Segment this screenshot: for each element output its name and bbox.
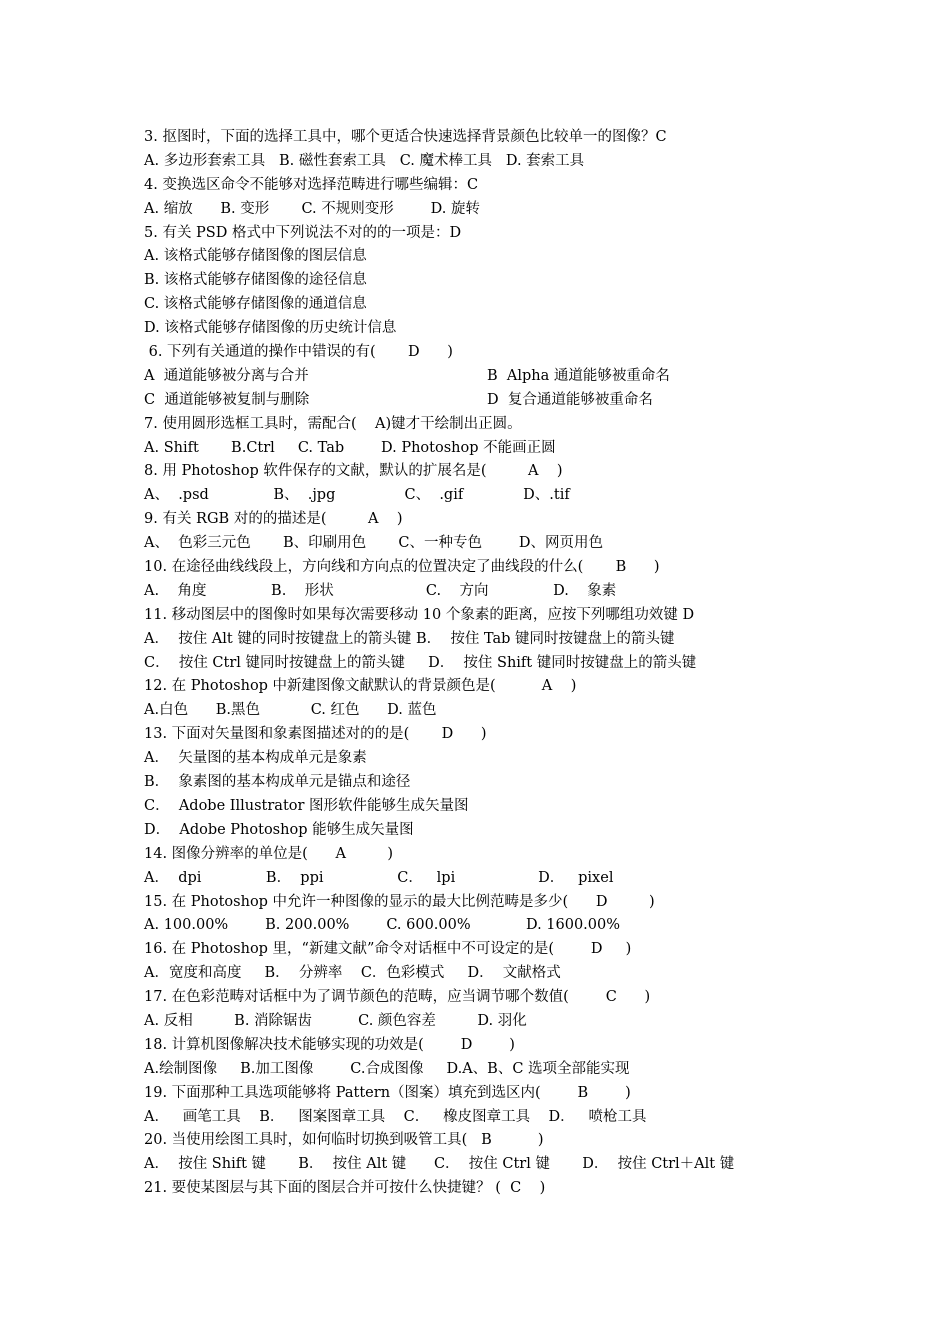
question-5-option-c: C. 该格式能够存储图像的通道信息 <box>144 296 367 313</box>
question-13-option-b: B． 象素图的基本构成单元是锚点和途径 <box>144 774 411 791</box>
question-11-options-ab: A． 按住 Alt 键的同时按键盘上的箭头键 B． 按住 Tab 键同时按键盘上的箭头键 <box>144 630 675 647</box>
question-15: 15. 在 Photoshop 中允许一种图像的显示的最大比例范畴是多少( D ) <box>144 893 655 910</box>
question-8: 8. 用 Photoshop 软件保存的文献，默认的扩展名是( A ) <box>144 463 563 480</box>
question-7: 7. 使用圆形选框工具时，需配合( A)键才干绘制出正圆。 <box>144 415 522 432</box>
question-11: 11. 移动图层中的图像时如果每次需要移动 10 个象素的距离，应按下列哪组功效键 D <box>144 606 695 623</box>
question-6-option-a: A 通道能够被分离与合并 <box>144 367 309 384</box>
question-9: 9. 有关 RGB 对的的描述是( A ) <box>144 511 403 528</box>
question-10: 10. 在途径曲线线段上，方向线和方向点的位置决定了曲线段的什么( B ) <box>144 559 660 576</box>
question-18-options: A.绘制图像 B.加工图像 C.合成图像 D.A、B、C 选项全部能实现 <box>144 1060 630 1077</box>
question-18: 18. 计算机图像解决技术能够实现的功效是( D ) <box>144 1036 515 1053</box>
question-4: 4. 变换选区命令不能够对选择范畴进行哪些编辑：C <box>144 176 479 193</box>
question-6: 6. 下列有关通道的操作中错误的有( D ) <box>144 344 453 361</box>
question-13: 13. 下面对矢量图和象素图描述对的的是( D ) <box>144 726 487 743</box>
question-19-options: A． 画笔工具 B． 图案图章工具 C． 橡皮图章工具 D． 喷枪工具 <box>144 1108 647 1125</box>
question-6-option-c: C 通道能够被复制与删除 <box>144 391 310 408</box>
question-6-options-row-2 <box>144 389 934 413</box>
question-16-options: A．宽度和高度 B． 分辨率 C．色彩模式 D． 文献格式 <box>144 965 561 982</box>
question-6-options-row-1 <box>144 365 934 389</box>
question-12-options: A.白色 B.黑色 C. 红色 D. 蓝色 <box>144 702 437 719</box>
question-17-options: A. 反相 B. 消除锯齿 C. 颜色容差 D. 羽化 <box>144 1012 527 1029</box>
question-5-option-b: B. 该格式能够存储图像的途径信息 <box>144 272 367 289</box>
question-13-option-a: A． 矢量图的基本构成单元是象素 <box>144 750 367 767</box>
question-5-option-a: A. 该格式能够存储图像的图层信息 <box>144 248 367 265</box>
question-19: 19. 下面那种工具选项能够将 Pattern（图案）填充到选区内( B ) <box>144 1084 631 1101</box>
question-20: 20. 当使用绘图工具时，如何临时切换到吸管工具( B ) <box>144 1132 544 1149</box>
question-7-options: A. Shift B.Ctrl C. Tab D. Photoshop 不能画正圆 <box>144 439 556 456</box>
question-5-option-d: D. 该格式能够存储图像的历史统计信息 <box>144 320 397 337</box>
question-14-options: A． dpi B． ppi C． lpi D． pixel <box>144 869 614 886</box>
question-14: 14. 图像分辨率的单位是( A ) <box>144 845 394 862</box>
question-13-option-c: C． Adobe Illustrator 图形软件能够生成矢量图 <box>144 797 469 814</box>
question-8-options: A、 .psd B、 .jpg C、 .gif D、.tif <box>144 487 570 504</box>
question-16: 16. 在 Photoshop 里，“新建文献”命令对话框中不可设定的是( D ) <box>144 941 632 958</box>
question-6-option-d: D 复合通道能够被重命名 <box>487 391 653 408</box>
question-list <box>144 126 934 1201</box>
question-11-options-cd: C． 按住 Ctrl 键同时按键盘上的箭头键 D． 按住 Shift 键同时按键盘上的箭头键 <box>144 654 697 671</box>
question-4-options: A. 缩放 B. 变形 C. 不规则变形 D. 旋转 <box>144 200 480 217</box>
question-15-options: A. 100.00% B. 200.00% C. 600.00% D. 1600.00% <box>144 917 621 934</box>
question-5: 5. 有关 PSD 格式中下列说法不对的的一项是：D <box>144 224 462 241</box>
question-12: 12. 在 Photoshop 中新建图像文献默认的背景颜色是( A ) <box>144 678 577 695</box>
question-21: 21. 要使某图层与其下面的图层合并可按什么快捷键？ ( C ) <box>144 1180 546 1197</box>
question-6-option-b: B Alpha 通道能够被重命名 <box>487 367 670 384</box>
question-3: 3. 抠图时，下面的选择工具中，哪个更适合快速选择背景颜色比较单一的图像？C <box>144 129 667 145</box>
question-20-options: A． 按住 Shift 键 B． 按住 Alt 键 C． 按住 Ctrl 键 D． 按住 Ctrl＋Alt 键 <box>144 1156 735 1173</box>
question-9-options: A、 色彩三元色 B、印刷用色 C、一种专色 D、网页用色 <box>144 535 603 552</box>
question-17: 17. 在色彩范畴对话框中为了调节颜色的范畴，应当调节哪个数值( C ) <box>144 989 651 1006</box>
question-13-option-d: D． Adobe Photoshop 能够生成矢量图 <box>144 821 414 838</box>
question-3-options: A. 多边形套索工具 B. 磁性套索工具 C. 魔术棒工具 D. 套索工具 <box>144 152 585 169</box>
question-10-options: A. 角度 B. 形状 C. 方向 D. 象素 <box>144 582 617 599</box>
